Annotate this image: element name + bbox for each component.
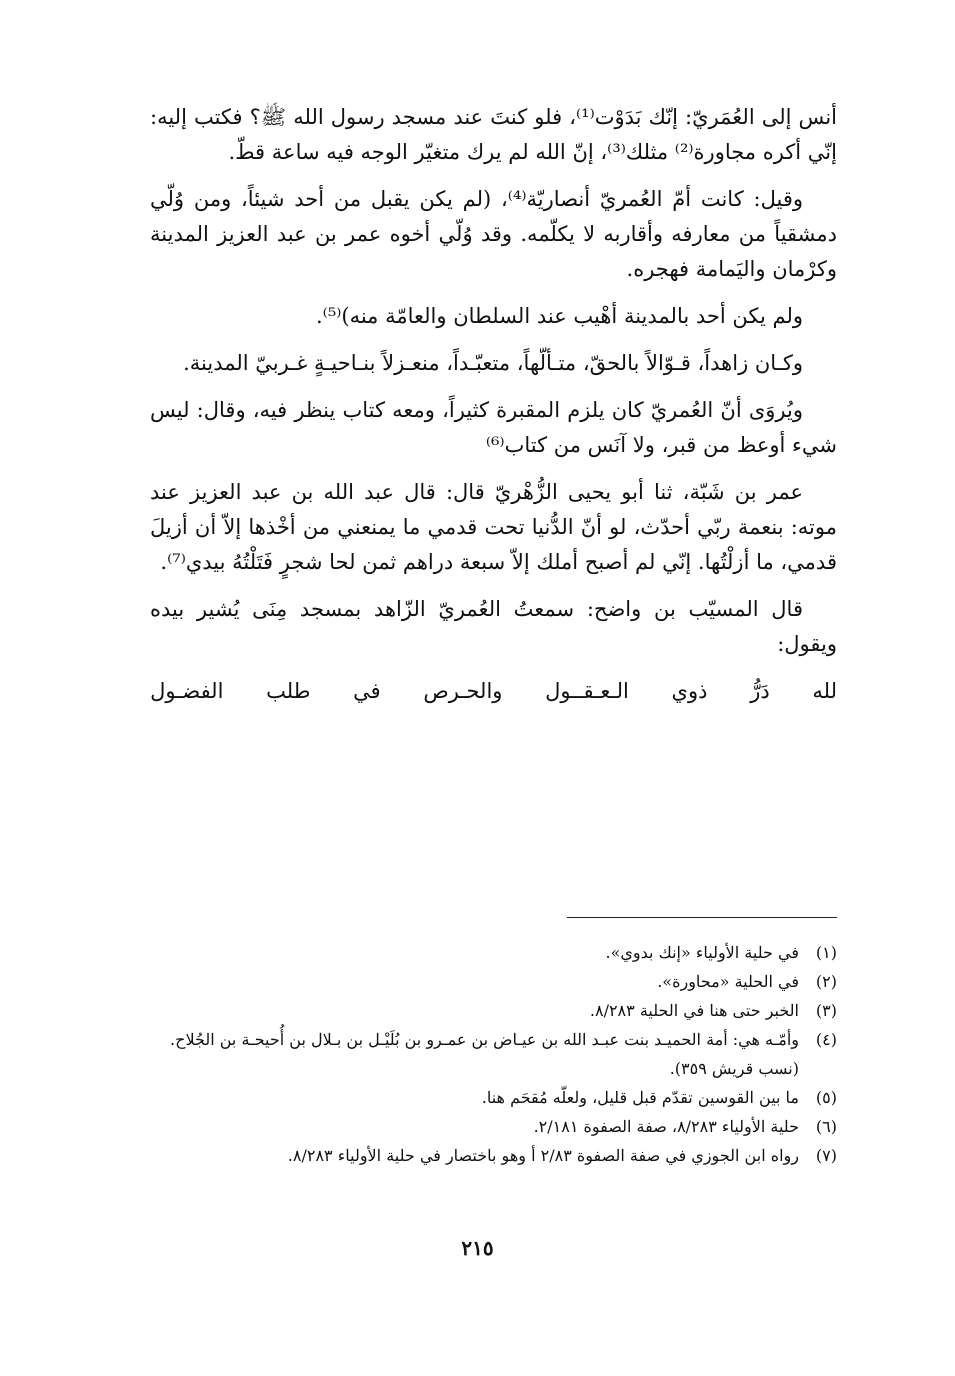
footnote-5 — [118, 1083, 837, 1112]
footnotes — [118, 938, 837, 1170]
footnote-number: (٧) — [815, 1146, 837, 1165]
footnote-divider — [567, 917, 837, 918]
verse-word: والحـرص — [423, 679, 503, 703]
footnote-number: (١) — [815, 943, 837, 962]
verse-word: طلب — [266, 679, 311, 703]
paragraph-1: أنس إلى العُمَريّ: إنّك بَدَوْت⁽¹⁾، فلو كنتَ عند مسجد رسول الله ﷺ؟ فكتب إليه: إنّي أكره مجاورة⁽²⁾ مثلك⁽³⁾، إنّ الله لم يرك متغيّر الوجه فيه ساعة قطّ. — [150, 105, 838, 164]
footnote-7 — [118, 1141, 837, 1170]
main-text — [150, 100, 837, 709]
footnote-text: ما بين القوسين تقدّم قبل قليل، ولعلّه مُقحَم هنا. — [481, 1088, 799, 1107]
footnote-number: (٦) — [815, 1117, 837, 1136]
footnote-text: الخبر حتى هنا في الحلية ٨/٢٨٣. — [589, 1001, 799, 1020]
footnote-number: (٢) — [815, 972, 837, 991]
footnote-3 — [118, 996, 837, 1025]
paragraph-3: ولم يكن أحد بالمدينة أهْيب عند السلطان والعامّة منه)⁽⁵⁾. — [315, 304, 803, 328]
paragraph-7: قال المسيّب بن واضح: سمعتُ العُمريّ الزّاهد بمسجد مِنَى يُشير بيده ويقول: — [150, 597, 837, 656]
verse-word: لله — [812, 679, 837, 703]
paragraph-4: وكـان زاهداً، قـوّالاً بالحقّ، متـألّهاً، متعبّـداً، منعـزلاً بنـاحيـةٍ غـربيّ المدينة. — [183, 351, 803, 375]
footnote-text: وأمّـه هي: أمة الحميـد بنت عبـد الله بن عيـاض بن عمـرو بن بُلَيْـل بن بـلال بن أُحيحـة بن الجُلاح. — [170, 1030, 799, 1049]
footnote-1 — [118, 938, 837, 967]
paragraph-5: ويُروَى أنّ العُمريّ كان يلزم المقبرة كثيراً، ومعه كتاب ينظر فيه، وقال: ليس شيء أوعظ من قبر، ولا آنَس من كتاب⁽⁶⁾ — [150, 398, 837, 457]
footnote-text: حلية الأولياء ٨/٢٨٣، صفة الصفوة ٢/١٨١. — [533, 1117, 799, 1136]
footnote-number: (٤) — [815, 1030, 837, 1049]
footnote-4-source: (نسب قريش ٣٥٩). — [669, 1059, 799, 1078]
verse-word: الـعـقــول — [545, 679, 629, 703]
footnote-6 — [118, 1112, 837, 1141]
verse-word: دَرُّ — [750, 679, 770, 703]
footnote-number: (٣) — [815, 1001, 837, 1020]
footnote-4 — [118, 1025, 837, 1054]
page-number: ٢١٥ — [461, 1236, 494, 1260]
paragraph-6: عمر بن شَبّة، ثنا أبو يحيى الزُّهْريّ قال: قال عبد الله بن عبد العزيز عند موته: بنعمة ربّي أحدّث، لو أنّ الدُّنيا تحت قدمي ما يمنعني من أخْذها إلاّ أن أزيلَ قدمي، ما أزلْتُها. إنّي لم أصبح أملك إلاّ سبعة دراهم ثمن لحا شجرٍ فَتَلْتُهُ بيدي⁽⁷⁾. — [150, 480, 837, 574]
verse-word: ذوي — [671, 679, 708, 703]
poetry-verse — [150, 674, 837, 709]
verse-word: الفضـول — [150, 679, 224, 703]
footnote-2 — [118, 967, 837, 996]
footnote-text: رواه ابن الجوزي في صفة الصفوة ٢/٨٣ أ وهو باختصار في حلية الأولياء ٨/٢٨٣. — [287, 1146, 799, 1165]
footnote-number: (٥) — [815, 1088, 837, 1107]
footnote-text: في الحلية «محاورة». — [657, 972, 799, 991]
paragraph-2: وقيل: كانت أمّ العُمريّ أنصاريّة⁽⁴⁾، (لم يكن يقبل من أحد شيئاً، ومن وُلّي دمشقياً من معارفه وأقاربه لا يكلّمه. وقد وُلّي أخوه عمر بن عبد العزيز المدينة وكرْمان واليَمامة فهجره. — [150, 187, 837, 281]
footnote-text: في حلية الأولياء «إنك بدوي». — [605, 943, 799, 962]
verse-word: في — [353, 679, 381, 703]
